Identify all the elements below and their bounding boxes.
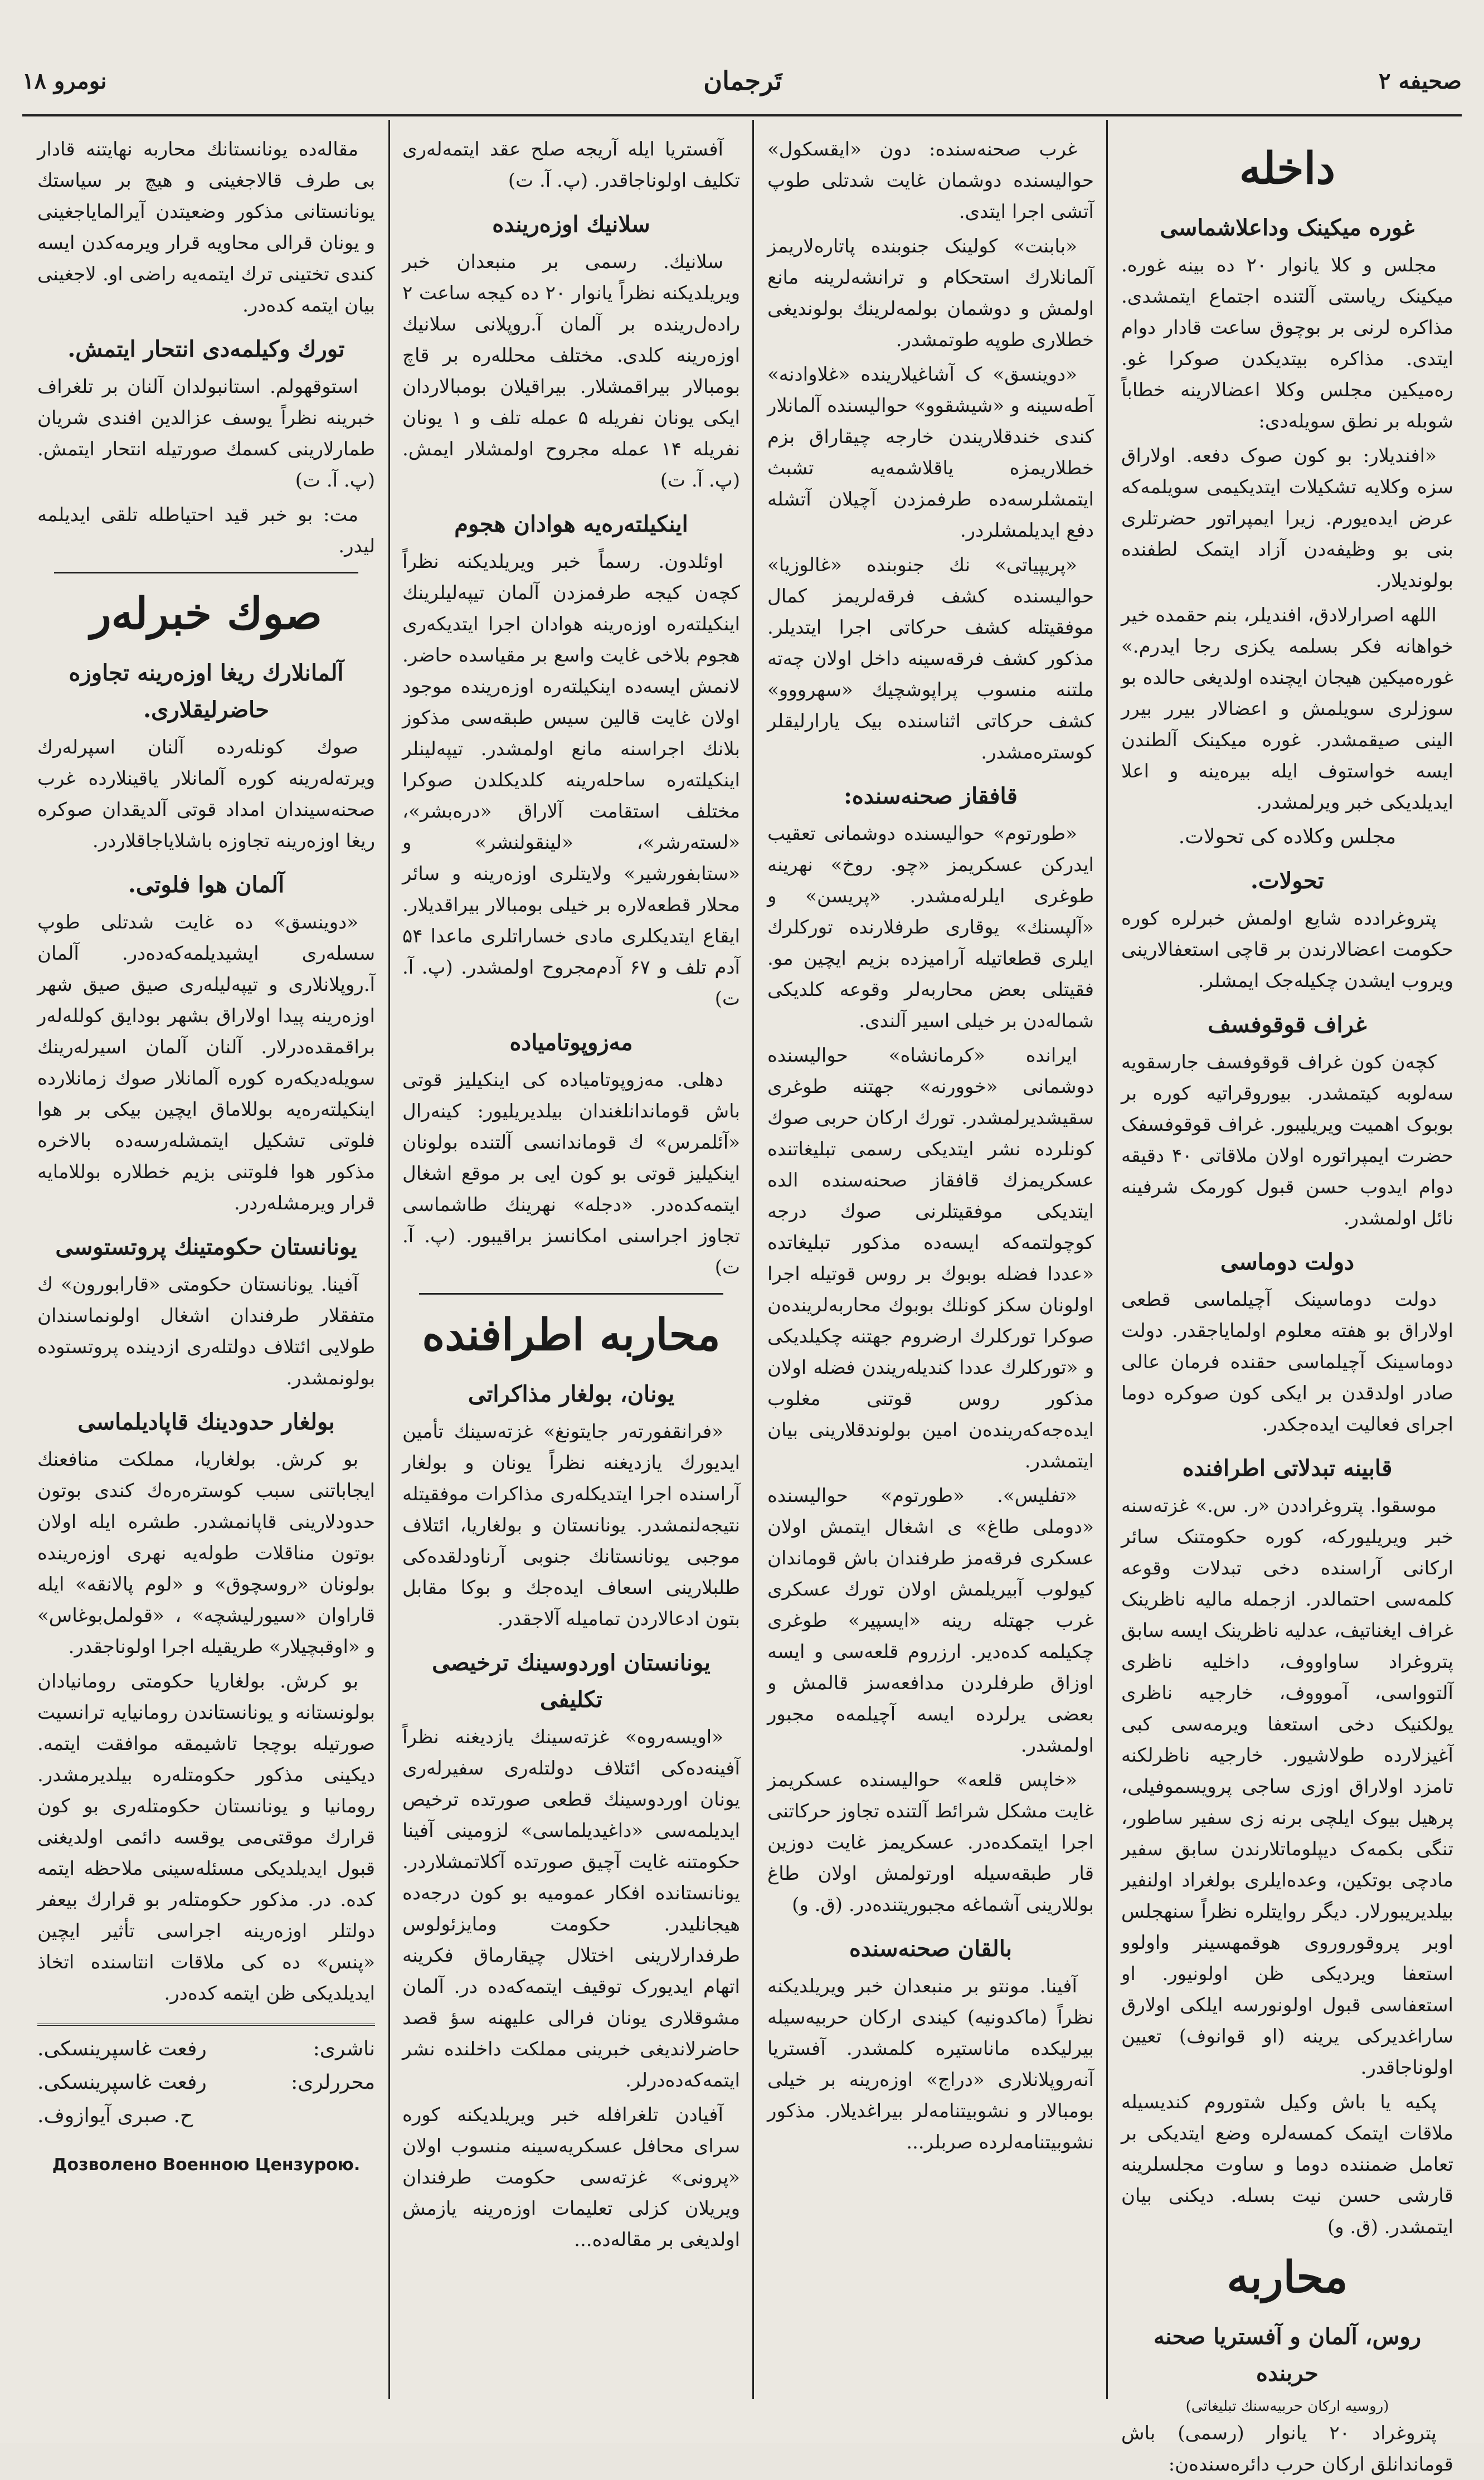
article-paragraph: موسقوا. پتروغراددن «ر. س.» غزته‌سنه خبر ویریلیورکه، کوره حکومتنک سائر ارکانی آراسنده دخی تبدلات وقوعه کلمه‌سی احتمالدر. ازجمله مالیه ناظرینک غراف ایغناتیف، عدلیه ناظرینک ایسه سابق پتروغراد ساواووف، داخلیه ناظری آلتوواسی، آموووف، خارجیه ناظری یولکنیک دخی استعفا ویرمه‌سی کبی آغیزلارده طولاشیور. خارجیه ناظرلکنه تامزد اولاراق اوزی ساجی پرویسموفیلی، پرهیل بیوک ایلچی برنه زی سفیر ساطور، تنگی بکمه‌ک دیپلوماتلارندن سابق سفیر مادچی بوتکین، وعده‌ایلری بولغراد اولنفیر بیلدیریبورلار. دیگر روایتلره نظراً سنهجلس اوبر پروقوروروی هوقمهسینر واولوو استعفا ویردیکی ظن اولونیور. او استعفاسی قبول اولونورسه ایلکی اولارق ساراغدیرکی یرینه (او قوانوف) تعیین اولوناجاقدر. — [1121, 1495, 1453, 2079]
article-paragraph: آفیادن تلغرافله خبر ویریلدیکنه کوره سرای محافل عسکریه‌سینه منسوب اولان «پرونی» غزته‌سی حکومت طرفندان ویریلان کزلی تعلیمات اوزه‌رینه یازمش اولدیغی بر مقاله‌ده... — [402, 2104, 740, 2251]
article-paragraph: «خاپس قلعه» حوالیسنده عسکریمز غایت مشکل شرائط آلتنده تجاوز حرکاتنی اجرا ایتمکده‌در. عسکریمز غایت دوزین قار طبقه‌سیله اورتولمش اولان طاغ بوللارینی آشماغه مجبوریتنده‌در. (ق. و) — [767, 1769, 1094, 1916]
article-paragraph: سلانیك. رسمی بر منبعدان خبر ویریلدیکنه نظراً یانوار ۲۰ ده کیجه ساعت ۲ راده‌ل‌رینده بر آلمان آ.روپلانی سلانیك اوزه‌رینه کلدی. مختلف محلله‌ره بر قاچ بومبالار بیراقمشلار. بیراقیلان بومبالاردان ایکی یونان نفریله ۵ عمله تلف و ۱ یونان نفریله ۱۴ عمله مجروح اولمشلار ایمش. (پ. آ. ت) — [402, 251, 741, 492]
publisher-row — [37, 2032, 375, 2066]
divider — [54, 572, 358, 573]
article-heading: بولغار حدودینك قاپادیلماسی — [77, 1409, 335, 1435]
censorship-notice: Дозволено Военною Цензурою. — [52, 2155, 361, 2175]
article-heading: قافقاز صحنه‌سنده: — [844, 783, 1018, 809]
article-heading: تورك وکیلمه‌دی انتحار ایتمش. — [67, 336, 345, 362]
article-heading: تحولات. — [1250, 868, 1324, 894]
article-paragraph: پتروغراد ۲۰ یانوار (رسمی) باش قوماندانلق ارکان حرب دائره‌سنده‌ن: — [1121, 2422, 1453, 2476]
article-paragraph: بو کرش. بولغاریا، مملکت منافعنك ایجاباتنی سبب کوستره‌ره‌ك کندی بوتون حدودلارینی قاپانمشدر. طشره ایله اولان بوتون مناقلات طوله‌یه نهری اوزه‌رینده بولونان «روسچوق» و «لوم پالانقه» ایله قاراوان «سیورلیشچه» ، «قولمل‌بوغاس» و «اوقبچیلار» طریقیله اجرا اولوناجقدر. — [37, 1448, 375, 1658]
page-number-label: صحیفه ۲ — [1379, 67, 1462, 94]
column-domestic — [1109, 128, 1466, 2476]
article-paragraph: آفستریا ایله آریجه صلح عقد ایتمه‌له‌ری تکلیف اولوناجاقدر. (پ. آ. ت) — [402, 138, 740, 192]
column-front-reports — [755, 128, 1106, 2391]
article-paragraph: ایرانده «کرمانشاه» حوالیسنده دوشمانی «خوورنه» جهتنه طوغری سقیشدیرلمشدر. تورك ارکان حربی صوك کونلرده نشر ایتدیکی رسمی تبلیغاتنده عسکریمزك قافقاز صحنه‌سنده الده ایتدیکی موفقیتلرنی صوك درجه کوچولتمه‌که ایسه‌ده مذکور تبلیغاتده «عددا فضله بوبوك بر روس قوتیله اجرا اولونان سکز کونلك بوبوك محاربه‌لرینده‌ن صوکرا تورکلرك ارضروم جهتنه چکیلدیکی و «تورکلرك عددا کندیله‌ریندن فضله اولان مذکور روس قوتنی مغلوب ایده‌جه‌که‌رینده‌ن امین بولوندقلارینی بیان ایتمشدر. — [767, 1044, 1094, 1472]
article-heading: یونان، بولغار مذاکراتی — [468, 1381, 675, 1407]
article-paragraph: اوئلدون. رسماً خبر ویریلدیکنه نظراً کچه‌ن کیجه طرفمزدن آلمان تیپه‌لیلرینك اینکیلته‌ره اوزه‌رینه هوادان اجرا ایتدیکه‌ری هجوم بلاخی غایت واسع بر مقیاسده حاضر. لانمش ایسه‌ده اینکیلته‌ره اوزه‌رینده موجود اولان غایت قالین سیس طبقه‌سی مذکوز بلانك اجراسنه مانع اولمشدر. تیپه‌لینلر اینکیلته‌ره ساحله‌رینه کلدیکلدن صوکرا مختلف استقامت آلاراق «دره‌بشر»، «لسته‌رشر»، «لینقولنشر» و «ستابفورشیر» ولایتلری اوزه‌رینه و سائر محلار قطعه‌لاره بر خیلی بومبالار بیراقدیلار. ایقاع ایتدیکلری مادی خساراتلری ماعدا ۵۴ آدم تلف و ۶۷ آدم‌مجروح اولمشدر. (پ. آ. ت) — [402, 551, 740, 1010]
article-paragraph: استوقهولم. استانبولدان آلنان بر تلغراف خبرینه نظراً یوسف عزالدین افندی شریان طمارلارینی کسمك صورتیله انتحار ایتمش. (پ. آ. ت) — [37, 376, 375, 492]
article-note: (روسیه ارکان حربیه‌سنك تبلیغاتی) — [1185, 2398, 1389, 2415]
article-paragraph: «بابنت» کولینک جنوبنده پاتاره‌لاریمز آلمانلارك استحکام و ترانشه‌لرینه مانع اولمش و دوشمان بولمه‌لرینك بولوندیغی خطلاری طوپه طوتمشدر. — [767, 235, 1094, 351]
column-war-news — [390, 128, 752, 2391]
article-paragraph: «تفلیس». «طورتوم» حوالیسنده «دوملی طاغ» ی اشغال ایتمش اولان عسکری فرقه‌مز طرفندان باش قوماندان کیولوب آبیریلمش اولان تورك عسکری غرب جهتله رینه «ایسپیر» طوغری چکیلمه کده‌دیر. ارزروم قلعه‌سی و ایسه اوزاق طرفلردن مدافعه‌سز قالمش و بعضی یرلرده ایسه آچیلمه‌ه مجبور اولمشدر. — [767, 1485, 1094, 1757]
article-paragraph: «دوینسق» ده غایت شدتلی طوپ سسله‌ری ایشیدیلمه‌که‌ده‌در. آلمان آ.روپلانلاری و تیپه‌لیله‌ری صیق صیق شهر اوزه‌رینه پیدا اولاراق بشهر بودایق کولله‌له‌ر براقمقده‌درلار. آلنان آلمان اسیرله‌رینك سویله‌دیکه‌ره کوره آلمانلار صوك زمانلارده اینکیلته‌ره‌یه بوللاماق ایچین بیکی بر هوا فلوتی تشکیل ایتمشله‌رسه‌ده بالاخره مذکور هوا فلوتنی بزیم خطلاره بوللامایه قرار ویرمشله‌ردر. — [37, 911, 375, 1214]
article-heading: روس، آلمان و آفستریا صحنه حربنده — [1153, 2323, 1422, 2386]
section-title-war: محاربه — [1227, 2252, 1348, 2303]
article-heading: قابینه تبدلاتی اطرافنده — [1182, 1455, 1393, 1481]
article-paragraph: «فرانقفورته‌ر جایتونغ» غزته‌سینك تأمین ایدیورك یازدیغنه نظراً یونان و بولغار آراسنده اجرا ایتدیکله‌ری مذاکرات موفقیتله نتیجه‌لنمشدر. یونانستان و بولغاریا، ائتلاف موجبی یونانستانك جنوبی آرناودلقده‌کی طلبلارینی اسعاف ایده‌جك و بوکا مقابل بتون ادعالاردن تمامیله آلاجقدر. — [402, 1421, 740, 1630]
newspaper-title: تَرجمان — [703, 66, 782, 96]
article-heading: بالقان صحنه‌سنده — [849, 1936, 1013, 1962]
article-paragraph: آفینا. مونتو بر منبعدان خبر ویریلدیکنه نظراً (ماکدونیه) کیندی ارکان حربیه‌سیله بیرلیکده ماناستیره کلمشدر. آفستریا آنه‌روپلانلاری «دراج» اوزه‌رینه بر خیلی بومبالار و نشوبیتنامه‌لر بیراغدیلار. مذکور نشوبیتنامه‌لرده صربلر... — [767, 1975, 1094, 2153]
article-heading: اینکیلته‌ره‌یه هوادان هجوم — [454, 511, 688, 537]
article-paragraph: «افندیلار: بو کون صوک دفعه. اولاراق سزه وکلایه تشکیلات ایتدیکیمی سویلمه‌که عرض ایده‌یورم. زیرا ایمپراتور حضرتلری بنی بو وظیفه‌دن آزاد ایتمک لطفنده بولوندیلار. — [1121, 445, 1453, 592]
publisher-name: رفعت غاسپرینسکی. — [37, 2038, 207, 2060]
article-heading: آلمان هوا فلوتی. — [128, 872, 285, 898]
article-paragraph: غرب صحنه‌سنده: دون «ایقسکول» حوالیسنده دوشمان غایت شدتلی طوپ آتشی اجرا ایتدی. — [767, 138, 1094, 223]
article-paragraph: «اویسه‌روه» غزته‌سینك یازدیغنه نظراً آفینه‌ده‌کی ائتلاف دولتله‌ری سفیرله‌ری یونان اوردوسینك قطعی صورتده ترخیص ایدیلمه‌سی «داغیدیلماسی» لزومینی آفینا حکومتنه غایت آچیق صورتده آکلاتمشلاردر. یونانستانده افکار عمومیه بو کون درجه‌ده هیجانلیدر. حکومت ومایزئولوس طرفدارلارینی اختلال چیقارماق فکرینه اتهام ایدیورک توقیف ایتمه‌که‌ده در. آلمان مشوقلاری یونان فرالی علیهنه سؤ قصد حاضرلاندیغی خبرینی مملکت داخلنده نشر ایتمه‌که‌ده‌درلر. — [402, 1726, 740, 2092]
editors-row — [37, 2066, 375, 2099]
issue-number-label: نومرو ۱۸ — [22, 67, 107, 94]
article-paragraph: دهلی. مه‌زوپوتامیاده کی اینکیلیز قوتی باش قوماندانلغندان بیلدیریلیور: کینه‌رال «آئلمرس» ك قوماندانسی آلتنده بولونان اینکیلیز قوتی بو کون ایی بر موقع اشغال ایتمه‌کده‌در. «دجله» نهرینك طاشماسی تجاوز اجراسنی امکانسز براقیبور. (پ. آ. ت) — [402, 1069, 740, 1278]
editors-row — [37, 2099, 375, 2133]
article-paragraph: صوك کونله‌رده آلنان اسپرله‌رك ویرته‌له‌رینه کوره آلمانلار یاقینلارده غرب صحنه‌سیندان امداد قوتی آلدیقدان صوکره ریغا اوزه‌رینه تجاوزه باشلایاجاقلاردر. — [37, 736, 375, 852]
masthead — [22, 50, 1462, 111]
column-divider — [752, 120, 754, 2399]
publisher-label: ناشری: — [313, 2038, 375, 2060]
section-title-around-war: محاربه اطرافنده — [422, 1310, 721, 1360]
article-paragraph: پتروغرادده شایع اولمش خبرلره کوره حکومت اعضالارندن بر قاچی استعفالارینی ویروب ایشدن چکیله‌جک ایمشلر. — [1121, 907, 1453, 992]
article-paragraph: «پریپیاتی» نك جنوبنده «غالوزیا» حوالیسنده کشف فرقه‌لریمز کمال موفقیتله کشف حرکاتی اجرا ایتدیلر. مذکور کشف فرقه‌سینه داخل اولان چه‌ته ملتنه منسوب پراپوشچیك «سهرووو» کشف حرکاتی اثناسنده بیک یارارلیقلر کوستره‌مشدر. — [767, 554, 1094, 764]
editor-name: رفعت غاسپرینسکی. — [37, 2071, 207, 2094]
section-title-latest-news: صوك خبرله‌ر — [90, 589, 322, 639]
editor-note: مت: بو خبر قید احتیاطله تلقی ایدیلمه لیدر. — [37, 504, 375, 557]
article-heading: یونانستان حکومتینك پروتستوسی — [55, 1234, 357, 1260]
editor-name: ح. صبری آیوازوف. — [37, 2104, 193, 2127]
masthead-rule — [22, 114, 1462, 116]
article-paragraph: مجلس و کلا یانوار ۲۰ ده بینه غوره. میکینک ریاستی آلتنده اجتماع ایتمشدی. مذاکره لرنی بر بوچوق ساعت قادار دوام ایتدی. مذاکره بیتدیکدن صوکرا غو. ره‌میکین مجلس وکلا اعضالارینه خطاباً شوبله بر نطق سویله‌دی: — [1121, 254, 1453, 432]
article-paragraph: بو کرش. بولغاریا حکومتی رومانیادان بولونستانه و یونانستاندن رومانیایه ترانسیت صورتیله بوچجا تاشیمقه موافقت ایتمه. دیکینی مذکور حکومتله‌ره بیلدیرمشدر. رومانیا و یونانستان حکومتله‌ری بو کون قرارك موقتی‌می یوقسه دائمی اولدیغنی قبول ایدیلدیکی مسئله‌سینی ملاحظه ایتمه کده. در. مذکور حکومتله‌ر بو قرارك بیعفر دولتلر اوزه‌رینه اجراسی تأثیر ایچین «پنس» ده کی ملاقات انتاسنده اتخاذ ایدیلدیکی ظن ایتمه کده‌در. — [37, 1670, 375, 2005]
article-paragraph: اللهه اصرارلادق، افندیلر، بنم حقمده خیر خواهانه فکر بسلمه یکزی رجا ایدرم.» غوره‌میکین هیجان ایچنده اولدیغی حالده بو سوزلری سویلمش و اعضالار بیرر بیرر الینی صیقمشدر. غوره میکینک آلطندن ایسه خواستوف ایله بیره‌ینه و اعلا ایدیلدیکی خبر ویرلمشدر. — [1121, 604, 1453, 814]
column-latest-news — [25, 128, 387, 2391]
article-heading: آلمانلارك ریغا اوزه‌رینه تجاوزه حاضرلیقلاری. — [69, 660, 344, 723]
article-heading: دولت دوماسی — [1220, 1249, 1355, 1275]
article-paragraph: مقاله‌ده یونانستانك محاربه نهایتنه قادار بی طرف قالاجغینی و هیچ بر سیاستك یونانستانی مذکور وضعیتدن آیرالمایاجغینی و یونان قرالی محاویه قرار ویرمه‌کدن ایسه کندی تختینی ترك ایتمه‌یه راضی او. لاجغینی بیان ایتمه کده‌در. — [37, 138, 375, 317]
article-heading: مه‌زوپوتامیاده — [509, 1029, 633, 1056]
divider — [419, 1293, 723, 1295]
editors-label: محررلری: — [291, 2071, 375, 2094]
article-paragraph: دولت دوماسینک آچیلماسی قطعی اولاراق بو هفته معلوم اولمایاجقدر. دولت دوماسینک آچیلماسی حقنده فرمان عالی صادر اولدقدن بر ایکی کون صوکره دوما اجرای فعالیت ایده‌جکدر. — [1121, 1288, 1453, 1436]
publisher-box — [37, 2024, 375, 2181]
article-heading: غوره میکینک وداعلاشماسی — [1160, 215, 1415, 241]
column-divider — [1106, 120, 1108, 2399]
article-paragraph: «دوینسق» ک آشاغیلارینده «غلاوادنه» آطه‌سینه و «شیشقوو» حوالیسنده آلمانلار کندی خندقلاریندن خارجه چیقاراق بزم خطلاریمزه یاقلاشمه‌یه تشبث ایتمشلرسه‌ده طرفمزدن آچیلان آتشله دفع ایدیلمشلردر. — [767, 363, 1094, 542]
article-paragraph: «طورتوم» حوالیسنده دوشمانی تعقیب ایدرکن عسکریمز «چو. روخ» نهرینه طوغری ایلرله‌مشدر. «پریسن» و «آلپسنك» یوقاری طرفلارنده تورکلرك ایلری قطعاتیله آرامیزده بزیم ایچین مو. فقیتلی بعض محاربه‌لر وقوعه کلدیکی شماله‌دن بر خیلی اسیر آلندی. — [767, 823, 1094, 1032]
article-subheading: مجلس وکلاده کی تحولات. — [1178, 825, 1397, 848]
section-title-domestic: داخله — [1239, 143, 1336, 194]
article-heading: سلانیك اوزه‌رینده — [492, 211, 650, 237]
article-paragraph: پکیه یا باش وکیل شتوروم کندیسیله ملاقات ایتمک کمسه‌لره وضع ایتدیکی بر تعامل ضمننده دوما و ساوت مجلسلرینه قارشی حسن نیت بسله. دیکنی بیان ایتمشدر. (ق. و) — [1121, 2091, 1453, 2238]
article-paragraph: آفینا. یونانستان حکومتی «قارابورون» ك متفقلار طرفندان اشغال اولونماسندان طولایی ائتلاف دولتله‌ری ازدینده پروتستوده بولونمشدر. — [37, 1273, 375, 1389]
article-paragraph: کچه‌ن کون غراف قوقوفسف جارسقویه سه‌لوبه کیتمشدر. بیوروقراتیه کوره بر بوبوک اهمیت ویریلیبور. غراف قوقوفسفک حضرت ایمپراتوره اولان ملاقاتی ۴۰ دقیقه دوام ایدوب حسن قبول کورمک شرفینه نائل اولمشدر. — [1121, 1051, 1454, 1229]
article-heading: غراف قوقوفسف — [1208, 1012, 1367, 1038]
article-heading: یونانستان اوردوسینك ترخیصی تکلیفی — [432, 1650, 711, 1713]
